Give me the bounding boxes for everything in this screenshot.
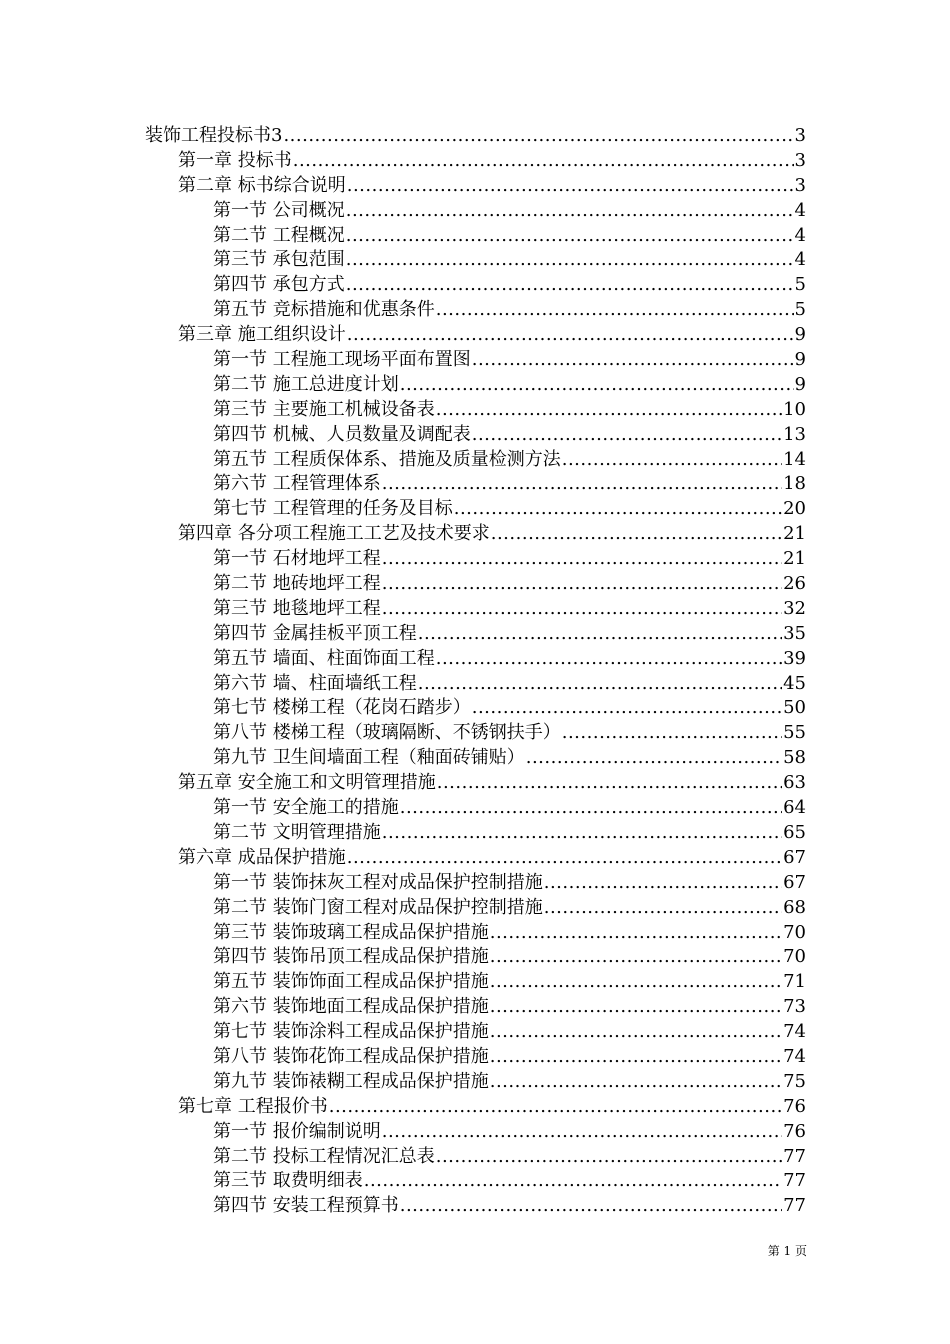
- toc-dot-leader: [293, 149, 794, 174]
- toc-dot-leader: [436, 398, 782, 423]
- toc-entry-page-number: 21: [783, 523, 806, 545]
- toc-section-entry[interactable]: [0, 921, 950, 946]
- toc-entry-title: 第八节 楼梯工程（玻璃隔断、不锈钢扶手）: [213, 722, 561, 744]
- toc-entry-title: 第二节 工程概况: [213, 224, 345, 246]
- toc-section-entry[interactable]: [0, 672, 950, 697]
- toc-dot-leader: [382, 1120, 782, 1145]
- toc-entry-title: 第五节 装饰饰面工程成品保护措施: [213, 971, 489, 993]
- toc-entry-title: 第三章 施工组织设计: [178, 324, 346, 346]
- toc-entry-page-number: 26: [783, 573, 806, 595]
- toc-entry-page-number: 73: [783, 996, 806, 1018]
- toc-section-entry[interactable]: [0, 696, 950, 721]
- toc-entry-title: 第二节 施工总进度计划: [213, 373, 399, 395]
- toc-entry-title: 第一节 报价编制说明: [213, 1120, 381, 1142]
- toc-section-entry[interactable]: [0, 1194, 950, 1219]
- toc-dot-leader: [346, 248, 794, 273]
- toc-dot-leader: [346, 224, 794, 249]
- toc-dot-leader: [347, 846, 782, 871]
- toc-entry-page-number: 18: [783, 473, 806, 495]
- toc-entry-page-number: 58: [783, 747, 806, 769]
- toc-section-entry[interactable]: [0, 821, 950, 846]
- toc-chapter-entry[interactable]: [0, 323, 950, 348]
- toc-dot-leader: [382, 597, 782, 622]
- toc-entry-page-number: 50: [783, 697, 806, 719]
- toc-dot-leader: [400, 796, 782, 821]
- toc-entry-page-number: 5: [794, 299, 806, 321]
- toc-entry-title: 第三节 承包范围: [213, 249, 345, 271]
- toc-entry-title: 第六节 工程管理体系: [213, 473, 381, 495]
- toc-section-entry[interactable]: [0, 622, 950, 647]
- toc-dot-leader: [436, 647, 782, 672]
- toc-entry-page-number: 67: [783, 846, 806, 868]
- toc-entry-title: 第三节 主要施工机械设备表: [213, 398, 435, 420]
- toc-entry-title: 第四章 各分项工程施工工艺及技术要求: [178, 523, 490, 545]
- toc-entry-title: 第七节 工程管理的任务及目标: [213, 498, 453, 520]
- toc-dot-leader: [346, 273, 794, 298]
- toc-entry-page-number: 3: [794, 125, 806, 146]
- toc-entry-title: 第二节 文明管理措施: [213, 821, 381, 843]
- toc-dot-leader: [437, 771, 782, 796]
- toc-dot-leader: [544, 871, 782, 896]
- toc-entry-title: 第七章 工程报价书: [178, 1095, 328, 1117]
- toc-section-entry[interactable]: [0, 348, 950, 373]
- toc-entry-page-number: 9: [794, 373, 806, 395]
- toc-dot-leader: [347, 323, 794, 348]
- toc-entry-page-number: 76: [783, 1120, 806, 1142]
- toc-entry-page-number: 45: [783, 672, 806, 694]
- toc-section-entry[interactable]: [0, 547, 950, 572]
- toc-section-entry[interactable]: [0, 945, 950, 970]
- toc-section-entry[interactable]: [0, 597, 950, 622]
- toc-entry-page-number: 10: [783, 398, 806, 420]
- toc-entry-title: 第四节 装饰吊顶工程成品保护措施: [213, 946, 489, 968]
- toc-entry-title: 第四节 金属挂板平顶工程: [213, 622, 417, 644]
- toc-entry-title: 第一节 安全施工的措施: [213, 797, 399, 819]
- toc-dot-leader: [436, 298, 794, 323]
- toc-section-entry[interactable]: [0, 199, 950, 224]
- toc-entry-page-number: 39: [783, 647, 806, 669]
- toc-section-entry[interactable]: [0, 1070, 950, 1095]
- toc-section-entry[interactable]: [0, 248, 950, 273]
- toc-dot-leader: [382, 821, 782, 846]
- toc-entry-page-number: 14: [783, 448, 806, 470]
- toc-entry-page-number: 4: [794, 249, 806, 271]
- toc-entry-title: 第六节 墙、柱面墙纸工程: [213, 672, 417, 694]
- toc-entry-page-number: 21: [783, 548, 806, 570]
- toc-section-entry[interactable]: [0, 398, 950, 423]
- toc-entry-page-number: 55: [783, 722, 806, 744]
- toc-entry-title: 第一节 石材地坪工程: [213, 548, 381, 570]
- toc-entry-title: 第一节 工程施工现场平面布置图: [213, 349, 471, 371]
- toc-dot-leader: [490, 1045, 782, 1070]
- toc-section-entry[interactable]: [0, 1145, 950, 1170]
- toc-section-entry[interactable]: [0, 273, 950, 298]
- toc-chapter-entry[interactable]: [0, 846, 950, 871]
- toc-entry-page-number: 71: [783, 971, 806, 993]
- toc-dot-leader: [490, 1070, 782, 1095]
- toc-dot-leader: [418, 622, 782, 647]
- toc-section-entry[interactable]: [0, 423, 950, 448]
- toc-dot-leader: [347, 174, 794, 199]
- toc-section-entry[interactable]: [0, 1045, 950, 1070]
- toc-dot-leader: [472, 348, 794, 373]
- toc-section-entry[interactable]: [0, 896, 950, 921]
- toc-entry-title: 第二节 投标工程情况汇总表: [213, 1145, 435, 1167]
- toc-dot-leader: [490, 945, 782, 970]
- toc-entry-page-number: 77: [783, 1145, 806, 1167]
- toc-entry-page-number: 3: [794, 174, 806, 196]
- toc-entry-title: 第一节 装饰抹灰工程对成品保护控制措施: [213, 871, 543, 893]
- toc-section-entry[interactable]: [0, 298, 950, 323]
- toc-chapter-entry[interactable]: [0, 771, 950, 796]
- toc-section-entry[interactable]: [0, 448, 950, 473]
- toc-entry-page-number: 32: [783, 597, 806, 619]
- toc-entry-title: 第六节 装饰地面工程成品保护措施: [213, 996, 489, 1018]
- toc-entry-page-number: 68: [783, 896, 806, 918]
- toc-entry-title: 第八节 装饰花饰工程成品保护措施: [213, 1045, 489, 1067]
- toc-chapter-entry[interactable]: [0, 149, 950, 174]
- toc-entry-title: 第三节 地毯地坪工程: [213, 597, 381, 619]
- toc-dot-leader: [400, 1194, 782, 1219]
- toc-entry-title: 第五章 安全施工和文明管理措施: [178, 772, 436, 794]
- toc-entry-title: 第五节 工程质保体系、措施及质量检测方法: [213, 448, 561, 470]
- toc-dot-leader: [329, 1095, 782, 1120]
- toc-entry-title: 第四节 安装工程预算书: [213, 1195, 399, 1217]
- toc-dot-leader: [400, 373, 794, 398]
- toc-section-entry[interactable]: [0, 1020, 950, 1045]
- toc-entry-page-number: 70: [783, 946, 806, 968]
- toc-entry-title: 装饰工程投标书3: [145, 125, 283, 146]
- toc-entry-title: 第九节 卫生间墙面工程（釉面砖铺贴）: [213, 747, 525, 769]
- toc-title-entry[interactable]: [0, 124, 950, 149]
- toc-entry-title: 第一章 投标书: [178, 149, 292, 171]
- toc-dot-leader: [491, 522, 782, 547]
- toc-dot-leader: [472, 696, 782, 721]
- toc-section-entry[interactable]: [0, 995, 950, 1020]
- toc-section-entry[interactable]: [0, 871, 950, 896]
- toc-entry-title: 第六章 成品保护措施: [178, 846, 346, 868]
- toc-section-entry[interactable]: [0, 721, 950, 746]
- toc-entry-title: 第二章 标书综合说明: [178, 174, 346, 196]
- toc-dot-leader: [490, 1020, 782, 1045]
- toc-chapter-entry[interactable]: [0, 1095, 950, 1120]
- toc-entry-page-number: 65: [783, 821, 806, 843]
- toc-entry-title: 第九节 装饰裱糊工程成品保护措施: [213, 1070, 489, 1092]
- toc-dot-leader: [436, 1145, 782, 1170]
- toc-dot-leader: [490, 921, 782, 946]
- toc-entry-page-number: 35: [783, 622, 806, 644]
- toc-chapter-entry[interactable]: [0, 174, 950, 199]
- toc-entry-title: 第三节 装饰玻璃工程成品保护措施: [213, 921, 489, 943]
- toc-entry-title: 第三节 取费明细表: [213, 1170, 363, 1192]
- toc-section-entry[interactable]: [0, 746, 950, 771]
- toc-dot-leader: [454, 497, 782, 522]
- toc-entry-page-number: 77: [783, 1170, 806, 1192]
- toc-dot-leader: [382, 572, 782, 597]
- toc-entry-title: 第五节 竞标措施和优惠条件: [213, 299, 435, 321]
- toc-dot-leader: [364, 1169, 782, 1194]
- toc-dot-leader: [346, 199, 794, 224]
- toc-entry-page-number: 20: [783, 498, 806, 520]
- toc-entry-page-number: 67: [783, 871, 806, 893]
- toc-dot-leader: [283, 124, 793, 149]
- toc-entry-page-number: 74: [783, 1021, 806, 1043]
- toc-entry-title: 第二节 装饰门窗工程对成品保护控制措施: [213, 896, 543, 918]
- toc-entry-page-number: 70: [783, 921, 806, 943]
- toc-entry-page-number: 76: [783, 1095, 806, 1117]
- toc-section-entry[interactable]: [0, 373, 950, 398]
- toc-section-entry[interactable]: [0, 224, 950, 249]
- toc-dot-leader: [544, 896, 782, 921]
- toc-entry-page-number: 75: [783, 1070, 806, 1092]
- toc-entry-page-number: 13: [783, 423, 806, 445]
- toc-section-entry[interactable]: [0, 1169, 950, 1194]
- toc-dot-leader: [490, 970, 782, 995]
- toc-entry-title: 第七节 楼梯工程（花岗石踏步）: [213, 697, 471, 719]
- toc-entry-page-number: 64: [783, 797, 806, 819]
- toc-dot-leader: [472, 423, 782, 448]
- toc-entry-page-number: 4: [794, 199, 806, 221]
- toc-entry-title: 第七节 装饰涂料工程成品保护措施: [213, 1021, 489, 1043]
- table-of-contents: [0, 124, 950, 1219]
- toc-dot-leader: [562, 721, 782, 746]
- toc-dot-leader: [382, 472, 782, 497]
- toc-entry-page-number: 4: [794, 224, 806, 246]
- toc-entry-page-number: 77: [783, 1195, 806, 1217]
- toc-chapter-entry[interactable]: [0, 522, 950, 547]
- page-number-footer: 第 1 页: [767, 1244, 807, 1258]
- toc-dot-leader: [526, 746, 782, 771]
- toc-entry-title: 第四节 机械、人员数量及调配表: [213, 423, 471, 445]
- toc-section-entry[interactable]: [0, 472, 950, 497]
- toc-entry-title: 第五节 墙面、柱面饰面工程: [213, 647, 435, 669]
- toc-section-entry[interactable]: [0, 572, 950, 597]
- toc-section-entry[interactable]: [0, 497, 950, 522]
- toc-entry-page-number: 74: [783, 1045, 806, 1067]
- toc-entry-page-number: 9: [794, 349, 806, 371]
- toc-entry-page-number: 63: [783, 772, 806, 794]
- toc-dot-leader: [490, 995, 782, 1020]
- toc-section-entry[interactable]: [0, 796, 950, 821]
- toc-entry-page-number: 9: [794, 324, 806, 346]
- toc-dot-leader: [418, 672, 782, 697]
- toc-entry-title: 第四节 承包方式: [213, 274, 345, 296]
- toc-entry-title: 第一节 公司概况: [213, 199, 345, 221]
- toc-dot-leader: [382, 547, 782, 572]
- toc-section-entry[interactable]: [0, 647, 950, 672]
- toc-section-entry[interactable]: [0, 1120, 950, 1145]
- toc-entry-page-number: 5: [794, 274, 806, 296]
- toc-dot-leader: [562, 448, 782, 473]
- toc-entry-page-number: 3: [794, 149, 806, 171]
- toc-entry-title: 第二节 地砖地坪工程: [213, 573, 381, 595]
- toc-section-entry[interactable]: [0, 970, 950, 995]
